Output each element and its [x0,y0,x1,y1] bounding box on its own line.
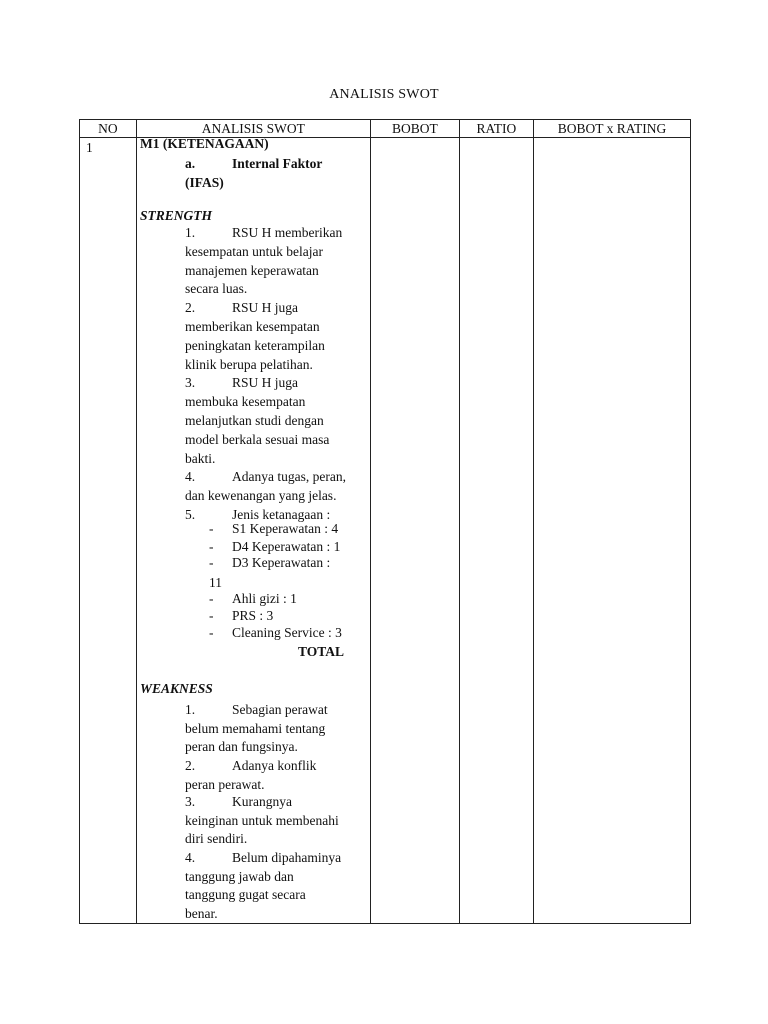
weakness-item-text: diri sendiri. [185,831,248,846]
strength-item-text: membuka kesempatan [185,394,306,410]
weakness-item-text: keinginan untuk membenahi [185,812,339,828]
weakness-item-text: peran dan fungsinya. [185,739,298,754]
strength-item-number: 5. [185,507,196,522]
staff-dash: - [209,625,214,640]
strength-label: STRENGTH [140,208,213,223]
staff-item: Ahli gizi : 1 [232,591,297,606]
weakness-item-text: tanggung gugat secara [185,887,306,902]
header-bobot: BOBOT [370,120,459,138]
header-ratio: RATIO [459,120,533,138]
staff-item: 11 [209,575,222,590]
strength-item-text: bakti. [185,450,216,466]
sub-marker: a. [185,156,196,171]
section-heading: M1 (KETENAGAAN) [140,136,269,151]
weakness-item-text: peran perawat. [185,776,265,792]
strength-item-text: RSU H juga [232,300,299,316]
strength-item-number: 3. [185,375,196,391]
header-no: NO [80,120,137,138]
weakness-label: WEAKNESS [140,681,213,696]
staff-dash: - [209,521,214,536]
strength-item-text: model berkala sesuai masa [185,431,330,447]
weakness-item-text: belum memahami tentang [185,720,326,736]
strength-item-number: 1. [185,225,196,240]
weakness-item-number: 4. [185,850,196,865]
staff-item: D4 Keperawatan : 1 [232,539,341,554]
staff-dash: - [209,555,214,570]
sub-title-2: (IFAS) [185,175,224,190]
weakness-item-text: Sebagian perawat [232,702,328,717]
strength-item-text: manajemen keperawatan [185,262,319,278]
total-label: TOTAL [298,644,345,659]
strength-item-text: secara luas. [185,281,248,297]
strength-item-text: memberikan kesempatan [185,319,320,334]
staff-item: PRS : 3 [232,608,274,623]
strength-item-number: 4. [185,469,196,485]
strength-item-text: Jenis ketanagaan : [232,507,331,522]
staff-dash: - [209,608,214,623]
strength-item-text: klinik berupa pelatihan. [185,356,313,372]
header-analisis-swot: ANALISIS SWOT [136,120,370,138]
weakness-item-text: Kurangnya [232,794,292,809]
strength-item-text: RSU H juga [232,375,299,391]
strength-item-text: dan kewenangan yang jelas. [185,488,337,504]
strength-item-number: 2. [185,300,196,316]
strength-item-text: RSU H memberikan [232,225,343,240]
weakness-item-text: tanggung jawab dan [185,868,294,884]
sub-title-1: Internal Faktor [232,156,323,171]
row-number: 1 [86,140,93,155]
header-bobot-x-rating: BOBOT x RATING [533,120,690,138]
staff-item: D3 Keperawatan : [232,555,331,570]
staff-item: S1 Keperawatan : 4 [232,521,339,536]
staff-item: Cleaning Service : 3 [232,625,342,640]
weakness-item-text: Belum dipahaminya [232,850,342,865]
strength-item-text: melanjutkan studi dengan [185,413,324,428]
strength-item-text: kesempatan untuk belajar [185,243,323,259]
strength-item-text: peningkatan keterampilan [185,337,325,353]
weakness-item-text: Adanya konflik [232,758,317,773]
strength-item-text: Adanya tugas, peran, [232,469,346,485]
staff-dash: - [209,539,214,554]
weakness-item-number: 3. [185,794,196,809]
weakness-item-text: benar. [185,905,218,921]
weakness-item-number: 1. [185,702,196,717]
weakness-item-number: 2. [185,758,196,773]
staff-dash: - [209,591,214,606]
document-title: ANALISIS SWOT [329,87,439,102]
